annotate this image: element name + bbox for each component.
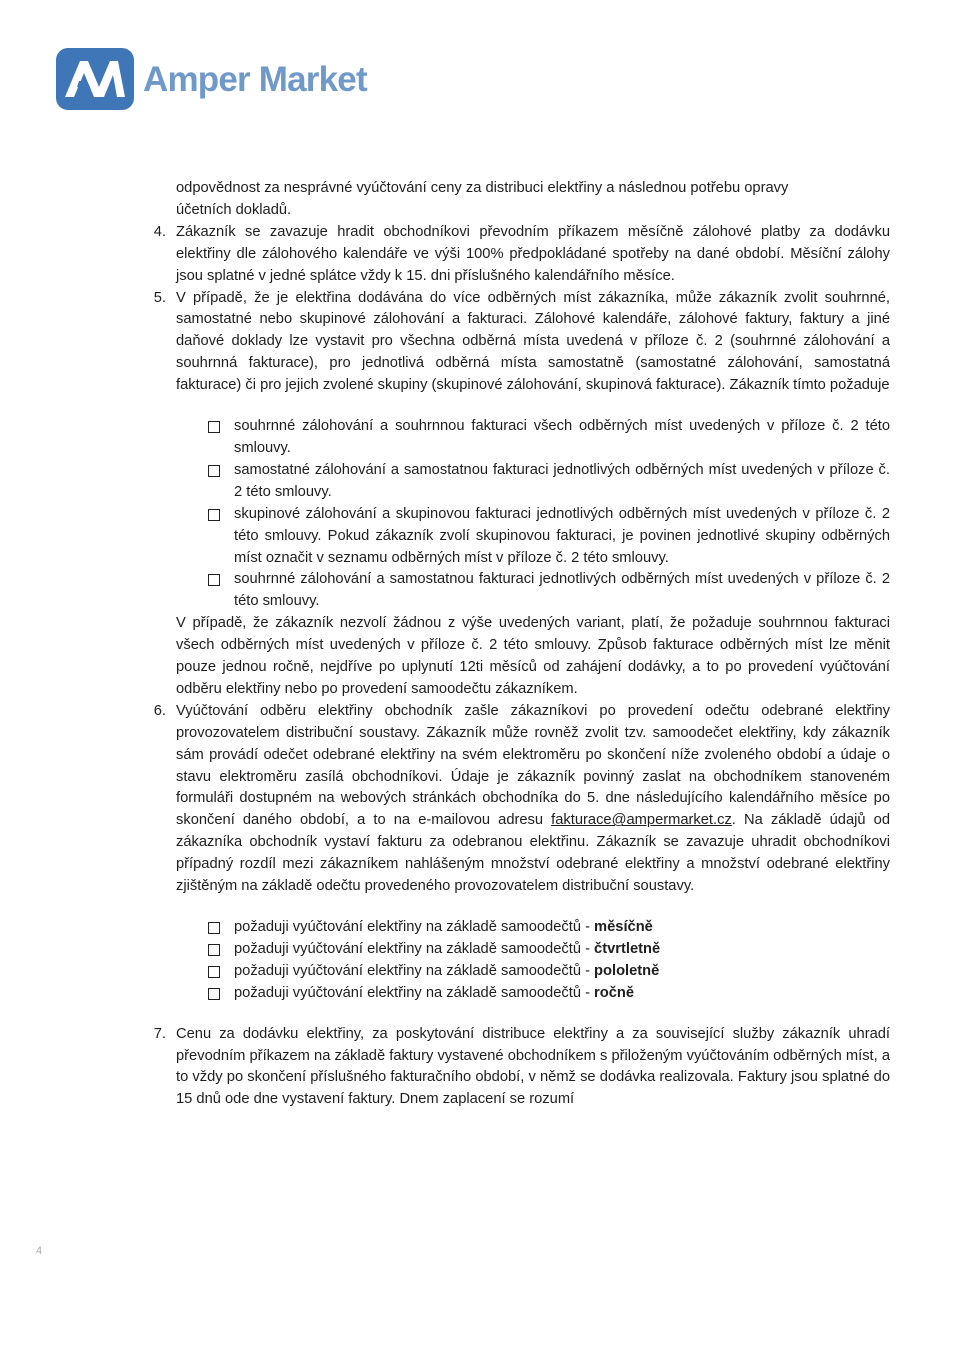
option-checkbox[interactable] bbox=[208, 944, 220, 956]
option-label-prefix: požaduji vyúčtování elektřiny na základě samoodečtů - bbox=[234, 984, 595, 1001]
option-period: pololetně bbox=[594, 962, 660, 979]
clause-5 bbox=[146, 288, 890, 398]
page-number: 4 bbox=[36, 1245, 43, 1257]
option-label: samostatné zálohování a samostatnou fakturaci jednotlivých odběrných míst uvedených v příloze č. 2 této smlouvy. bbox=[234, 461, 890, 500]
option-label: souhrnné zálohování a samostatnou fakturaci jednotlivých odběrných míst uvedených v příloze č. 2 této smlouvy. bbox=[234, 571, 890, 610]
self-reading-option bbox=[206, 983, 890, 1005]
option-checkbox[interactable] bbox=[208, 988, 220, 1000]
brand-name: Amper Market bbox=[143, 59, 367, 99]
self-reading-option bbox=[206, 917, 890, 939]
option-period: měsíčně bbox=[594, 919, 653, 935]
billing-option bbox=[206, 416, 890, 460]
option-label-prefix: požaduji vyúčtování elektřiny na základě samoodečtů - bbox=[234, 940, 595, 957]
billing-option bbox=[206, 569, 890, 613]
option-label-prefix: požaduji vyúčtování elektřiny na základě samoodečtů - bbox=[234, 919, 595, 935]
clause-text: Zákazník se zavazuje hradit obchodníkovi převodním příkazem měsíčně zálohové platby za dodávku elektřiny dle zálohového kalendáře ve výši 100% předpokládané spotřeby na dané období. Měsíční zálohy jsou splatné v jedné splátce vždy k 15. dni příslušného kalendářního měsíce. bbox=[176, 223, 890, 284]
clause-number: 5. bbox=[153, 289, 166, 306]
clause-7 bbox=[146, 1024, 890, 1112]
clause-5-continuation: V případě, že zákazník nezvolí žádnou z výše uvedených variant, platí, že požaduje souhrnnou fakturaci všech odběrných míst uvedených v příloze č. 2 této smlouvy. Způsob fakturace odběrných míst lze měnit pouze jednou ročně, nejdříve po uplynutí 12ti měsíců od zahájení dodávky, a to po provedení vyúčtování odběru elektřiny nebo po provedení samoodečtu zákazníkem. bbox=[176, 615, 890, 697]
clause-text: Cenu za dodávku elektřiny, za poskytování distribuce elektřiny a za související služby zákazník uhradí převodním příkazem na základě faktury vystavené obchodníkem s přiloženým vyúčtováním odběrných míst, a to vždy po skončení příslušného fakturačního období, v němž se dodávka realizovala. Faktury jsou splatné do 15 dnů ode dne vystavení faktury. Dnem zaplacení se rozumí bbox=[176, 1025, 890, 1108]
clause-number: 7. bbox=[153, 1025, 166, 1042]
option-checkbox[interactable] bbox=[208, 465, 220, 477]
billing-option bbox=[206, 460, 890, 504]
self-reading-option bbox=[206, 939, 890, 961]
intro-line: účetních dokladů. bbox=[176, 201, 292, 218]
clause-6 bbox=[146, 701, 890, 898]
self-reading-option bbox=[206, 961, 890, 983]
document-header bbox=[56, 48, 367, 110]
intro-line: odpovědnost za nesprávné vyúčtování ceny za distribuci elektřiny a následnou potřebu opravy bbox=[176, 180, 789, 196]
option-label: skupinové zálohování a skupinovou fakturaci jednotlivých odběrných míst uvedených v příloze č. 2 této smlouvy. Pokud zákazník zvolí skupinovou fakturaci, je povinen jednotlivé skupiny odběrných míst označit v seznamu odběrných míst v příloze č. 2 této smlouvy. bbox=[234, 505, 890, 566]
option-period: ročně bbox=[594, 984, 635, 1001]
option-checkbox[interactable] bbox=[208, 574, 220, 586]
clause-text-part: . Na základě údajů od zákazníka obchodník vystaví fakturu za odebranou elektřinu. Zákazník se zavazuje uhradit obchodníkovi případný rozdíl mezi zákazníkem nahlášeným množství odebrané elektřiny a množství odebrané elektřiny zjištěným na základě odečtu provedeného provozovatelem distribuční soustavy. bbox=[176, 812, 890, 895]
billing-options-list bbox=[146, 416, 890, 613]
option-label: souhrnné zálohování a souhrnnou fakturaci všech odběrných míst uvedených v příloze č. 2 této smlouvy. bbox=[234, 418, 890, 456]
self-reading-options-list bbox=[146, 917, 890, 1005]
billing-option bbox=[206, 504, 890, 570]
option-checkbox[interactable] bbox=[208, 922, 220, 934]
logo-am-glyph bbox=[63, 57, 127, 101]
intro-paragraph bbox=[146, 178, 890, 222]
option-label-prefix: požaduji vyúčtování elektřiny na základě samoodečtů - bbox=[234, 962, 595, 979]
clause-number: 6. bbox=[153, 702, 166, 719]
option-checkbox[interactable] bbox=[208, 509, 220, 521]
option-checkbox[interactable] bbox=[208, 421, 220, 433]
clause-text: V případě, že je elektřina dodávána do více odběrných míst zákazníka, může zákazník zvolit souhrnné, samostatné nebo skupinové zálohování a fakturaci. Zálohové kalendáře, zálohové faktury, faktury a jiné daňové doklady lze vystavit pro všechna odběrná místa uvedená v příloze č. 2 (souhrnné zálohování a souhrnná fakturace), pro jednotlivá odběrná místa samostatně (samostatné zálohování, samostatná fakturace) či pro jejich zvolené skupiny (skupinové zálohování, skupinová fakturace). Zákazník tímto požaduje bbox=[176, 289, 890, 394]
document-body bbox=[146, 178, 890, 1111]
clause-text-part: Vyúčtování odběru elektřiny obchodník zašle zákazníkovi po provedení odečtu odebrané elektřiny provozovatelem distribuční soustavy. Zákazník může rovněž zvolit tzv. samoodečet elektřiny, kdy zákazník sám provádí odečet odebrané elektřiny na svém elektroměru po skončení níže zvoleného období a údaje o stavu elektroměru zasílá obchodníkovi. Údaje je zákazník povinný zaslat na obchodníkem stanoveném formuláři dostupném na webových stránkách obchodníka do 5. dne následujícího kalendářního měsíce po skončení daného období, a to na e-mailovou adresu bbox=[176, 702, 890, 829]
amper-market-logo-icon bbox=[56, 48, 134, 110]
option-checkbox[interactable] bbox=[208, 966, 220, 978]
email-link[interactable]: fakturace@ampermarket.cz bbox=[551, 812, 732, 829]
clause-4 bbox=[146, 222, 890, 288]
option-period: čtvrtletně bbox=[594, 940, 661, 957]
clause-text bbox=[176, 701, 890, 898]
clause-number: 4. bbox=[153, 223, 166, 240]
